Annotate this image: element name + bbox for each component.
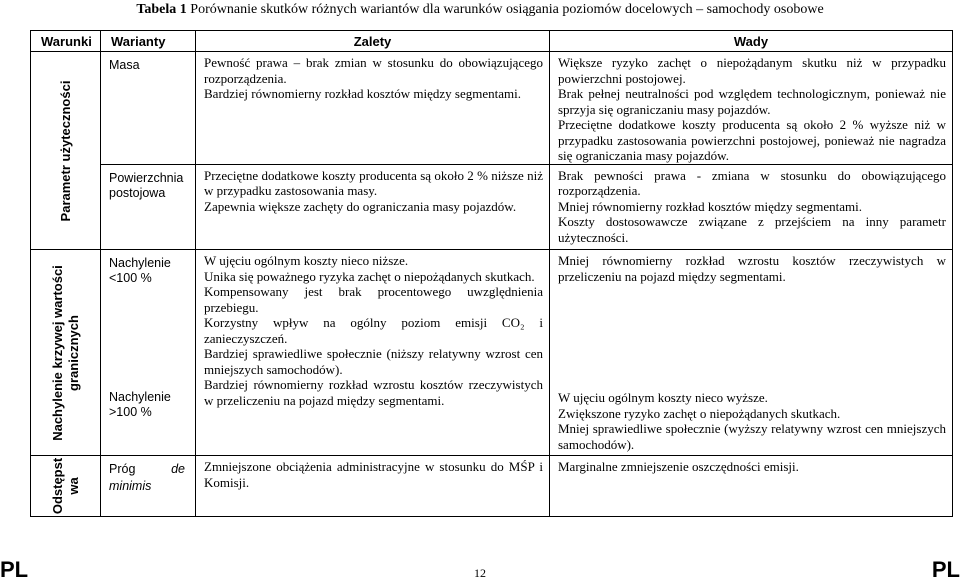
page-number: 12	[474, 566, 486, 580]
con-item: Brak pewności prawa - zmiana w stosunku do obowiązującego rozporządzenia.	[558, 167, 946, 198]
variant-cell	[101, 456, 196, 517]
pros-cell	[196, 164, 550, 250]
con-item: Zwiększone ryzyko zachęt o niepożądanych skutkach.	[558, 405, 841, 421]
pros-cell	[196, 250, 550, 456]
group-label	[50, 265, 82, 441]
cons-cell	[550, 164, 953, 250]
caption-label: Tabela 1	[136, 2, 187, 17]
con-item: Przeciętne dodatkowe koszty producenta są około 2 % wyższe niż w przypadku zastosowania powierzchni postojowej, ponieważ nie nagradza się ograniczania masy pojazdów.	[558, 117, 946, 163]
group-cell-odstepstwa	[31, 456, 101, 517]
variant-label-line: postojowa	[109, 185, 166, 200]
header-zalety: Zalety	[196, 31, 550, 52]
variant-label-line: <100 %	[109, 271, 152, 285]
con-item: Marginalne zmniejszenie oszczędności emisji.	[558, 459, 799, 474]
cons-cell	[550, 456, 953, 517]
header-row	[31, 31, 953, 52]
pro-item: Unika się poważnego ryzyka zachęt o niepożądanych skutkach.	[204, 268, 535, 284]
header-warianty: Warianty	[101, 31, 196, 52]
pro-item: Pewność prawa – brak zmian w stosunku do obowiązującego rozporządzenia.	[204, 55, 543, 86]
table-row	[31, 250, 953, 456]
variant-label-part: de	[171, 462, 185, 476]
variant-cell	[101, 52, 196, 165]
cons-cell	[550, 250, 953, 456]
header-warunki: Warunki	[31, 31, 101, 52]
group-label-line: Odstępst	[49, 457, 65, 515]
pro-item: Bardziej równomierny rozkład kosztów między segmentami.	[204, 86, 521, 101]
variant-label-line: Nachylenie	[109, 256, 171, 270]
table-row	[31, 456, 953, 517]
pro-item: Zapewnia większe zachęty do ograniczania masy pojazdów.	[204, 198, 517, 214]
footer-lang-right: PL	[931, 557, 960, 582]
cons-cell	[550, 52, 953, 165]
variant-label: Masa	[109, 58, 140, 72]
table-row	[31, 52, 953, 165]
con-item: Koszty dostosowawcze związane z przejściem na inny parametr użyteczności.	[558, 214, 946, 245]
group-label	[50, 458, 82, 514]
variant-label-line: >100 %	[109, 405, 152, 419]
footer-lang-left: PL	[0, 557, 29, 582]
pro-item: Bardziej równomierny rozkład wzrostu kosztów rzeczywistych w przeliczeniu na pojazd między segmentami.	[204, 377, 543, 408]
pro-item: Przeciętne dodatkowe koszty producenta są około 2 % niższe niż w przypadku zastosowania masy.	[204, 167, 543, 198]
pros-cell	[196, 456, 550, 517]
con-item: Mniej sprawiedliwe społecznie (wyższy relatywny wzrost cen mniejszych samochodów).	[558, 421, 946, 452]
con-item: Mniej równomierny rozkład wzrostu kosztów rzeczywistych w przeliczeniu na pojazd między segmentami.	[558, 253, 946, 284]
con-item: Mniej równomierny rozkład kosztów między segmentami.	[558, 198, 862, 214]
variant-cell	[101, 250, 196, 456]
variant-label-line: Powierzchnia	[109, 170, 184, 185]
group-label-line: granicznych	[65, 314, 81, 391]
comparison-table	[30, 30, 953, 517]
group-cell-parametr	[31, 52, 101, 250]
pro-item: Zmniejszone obciążenia administracyjne w stosunku do MŚP i Komisji.	[204, 459, 543, 490]
pro-item: Kompensowany jest brak procentowego uwzględnienia przebiegu.	[204, 284, 543, 315]
variant-cell	[101, 164, 196, 250]
con-item: Brak pełnej neutralności pod względem technologicznym, ponieważ nie sprzyja się ograniczaniu masy pojazdów.	[558, 86, 946, 117]
variant-label-line: Nachylenie	[109, 390, 171, 404]
table-caption	[0, 2, 960, 18]
header-wady: Wady	[550, 31, 953, 52]
variant-label-part: minimis	[109, 479, 152, 493]
group-label-line: wa	[65, 477, 81, 495]
pro-item: Bardziej sprawiedliwe społecznie (niższy relatywny wzrost cen mniejszych samochodów).	[204, 346, 543, 377]
group-label: Parametr użyteczności	[57, 80, 73, 221]
caption-text: Porównanie skutków różnych wariantów dla warunków osiągania poziomów docelowych – samochody osobowe	[190, 2, 824, 17]
table-row	[31, 164, 953, 250]
pro-item: W ujęciu ogólnym koszty nieco niższe.	[204, 253, 409, 268]
variant-label-part: Próg	[109, 462, 136, 476]
pro-item: Korzystny wpływ na ogólny poziom emisji CO₂ i zanieczyszczeń.	[204, 315, 543, 346]
group-label-line: Nachylenie krzywej wartości	[49, 264, 65, 441]
con-item: W ujęciu ogólnym koszty nieco wyższe.	[558, 390, 768, 405]
pros-cell	[196, 52, 550, 165]
group-cell-nachylenie	[31, 250, 101, 456]
con-item: Większe ryzyko zachęt o niepożądanym skutku niż w przypadku powierzchni postojowej.	[558, 55, 946, 86]
